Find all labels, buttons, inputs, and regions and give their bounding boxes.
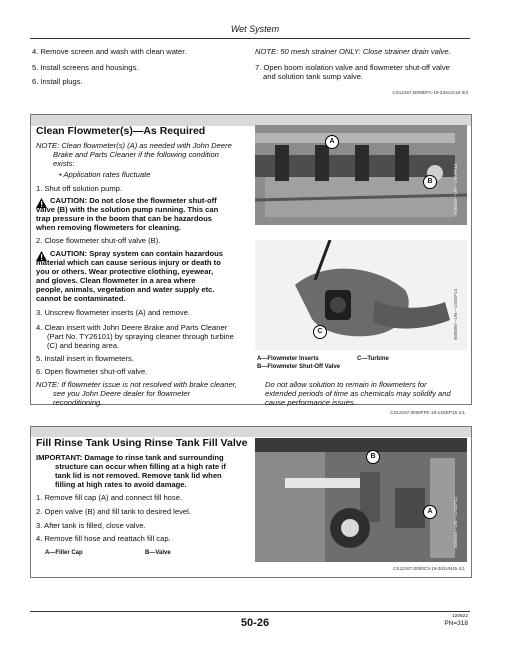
callout-b: B [423,175,437,189]
rinse-step-2: 2. Open valve (B) and fill tank to desired level. [36,507,191,516]
photo1-id: N86889—UN—29APR15 [453,163,458,215]
caption-b-shutoff-valve: B—Flowmeter Shut-Off Valve [257,364,341,370]
solidify-warning-line-3: cause performance issues. [265,398,356,407]
caution-2-line-6: cannot be contaminated. [36,294,126,303]
caption-valve: B—Valve [145,550,171,556]
rinse-valve-photo-illustration [255,438,467,562]
solidify-warning-line-1: Do not allow solution to remain in flowmeters for [265,380,427,389]
clean-note-line-3: exists: [53,159,75,168]
caution-1-line-1: CAUTION: Do not close the flowmeter shut-off [50,196,217,205]
important-line-2: structure can occur when filling at a high rate if [55,462,226,471]
clean-note-line-1: NOTE: Clean flowmeter(s) (A) as needed with John Deere [36,141,232,150]
caution-2-line-2: material which can cause serious injury or death to [36,258,221,267]
clean-step-4-line-1: 4. Clean insert with John Deere Brake and Parts Cleaner [36,323,228,332]
insert-photo [255,240,467,350]
condition-bullet: • Application rates fluctuate [59,170,151,179]
caution-2-line-3: you or others. Wear protective clothing, eyewear, [36,267,214,276]
clean-step-3: 3. Unscrew flowmeter inserts (A) and remove. [36,308,191,317]
important-line-3: tank lid is not removed. Remove tank lid when [55,471,222,480]
important-line-4: filling at high rates to avoid damage. [55,480,187,489]
rinse-callout-a: A [423,505,437,519]
clean-note2-line-2: see you John Deere dealer for flowmeter [53,389,191,398]
rinse-step-1: 1. Remove fill cap (A) and connect fill hose. [36,493,183,502]
callout-a: A [325,135,339,149]
clean-note2-line-3: reconditioning. [53,398,103,407]
insert-photo-illustration [255,240,467,350]
doc-code-top: CS12167,0000EFA-19-23AUG15-3/3 [392,90,468,95]
caution-2-line-1: CAUTION: Spray system can contain hazardous [50,249,224,258]
step-6-install-plugs: 6. Install plugs. [32,77,83,86]
caption-c-turbine: C—Turbine [357,356,389,362]
section-band [31,427,471,437]
footer-rule [30,611,470,612]
step-7-line-2: and solution tank sump valve. [263,72,364,81]
step-7-line-1: 7. Open boom isolation valve and flowmeter shut-off valve [255,63,450,72]
rinse-step-3: 3. After tank is filled, close valve. [36,521,146,530]
pn-number: PN=318 [444,620,468,627]
step-5-install-screens: 5. Install screens and housings. [32,63,139,72]
clean-flowmeter-title: Clean Flowmeter(s)—As Required [36,125,206,137]
caution-2-line-4: and gloves. Clean flowmeter in a area where [36,276,196,285]
rinse-tank-title: Fill Rinse Tank Using Rinse Tank Fill Valve [36,437,248,449]
footer-code: 120622 [451,614,468,619]
clean-note2-line-1: NOTE: If flowmeter issue is not resolved with brake cleaner, [36,380,237,389]
clean-step-4-line-3: (C) and bearing area. [47,341,120,350]
photo2-id: N86890—UN—14SEP14 [453,288,458,340]
caption-filler-cap: A—Filler Cap [45,550,83,556]
photo3-id: N86948—UN—17SEP12 [453,496,458,548]
rinse-callout-b: B [366,450,380,464]
clean-step-5: 5. Install insert in flowmeters. [36,354,134,363]
caution-1-line-2: valve (B) with the solution pump running. This can [36,205,219,214]
doc-code-clean: CS12167,0000FFE-19-14SEP15-1/1 [390,410,465,415]
clean-step-6: 6. Open flowmeter shut-off valve. [36,367,148,376]
clean-note-line-2: Brake and Parts Cleaner if the following condition [53,150,219,159]
rinse-valve-photo [255,438,467,562]
flowmeter-photo [255,125,467,225]
caution-1-line-4: when removing flowmeters for cleaning. [36,223,182,232]
doc-code-rinse: CS12167,0000C3-19-30JUN15-1/1 [393,566,465,571]
page-number: 50-26 [240,617,270,629]
clean-step-2: 2. Close flowmeter shut-off valve (B). [36,236,161,245]
page-header: Wet System [230,24,280,34]
rinse-step-4: 4. Remove fill hose and reattach fill cap. [36,534,171,543]
caution-2-line-5: people, animals, vegetation and water supply etc. [36,285,215,294]
clean-step-1: 1. Shut off solution pump. [36,184,122,193]
header-rule [30,38,470,39]
caution-1-line-3: trap pressure in the boom that can be hazardous [36,214,212,223]
callout-c: C [313,325,327,339]
caption-a-flowmeter-inserts: A—Flowmeter Inserts [257,356,319,362]
clean-step-4-line-2: (Part No. TY26101) by spraying cleaner through turbine [47,332,234,341]
important-line-1: IMPORTANT: Damage to rinse tank and surrounding [36,453,224,462]
solidify-warning-line-2: extended periods of time as chemicals may solidify and [265,389,451,398]
flowmeter-photo-illustration [255,125,467,225]
step-4-remove-screen: 4. Remove screen and wash with clean water. [32,47,187,56]
strainer-note: NOTE: 50 mesh strainer ONLY: Close strainer drain valve. [255,47,451,56]
